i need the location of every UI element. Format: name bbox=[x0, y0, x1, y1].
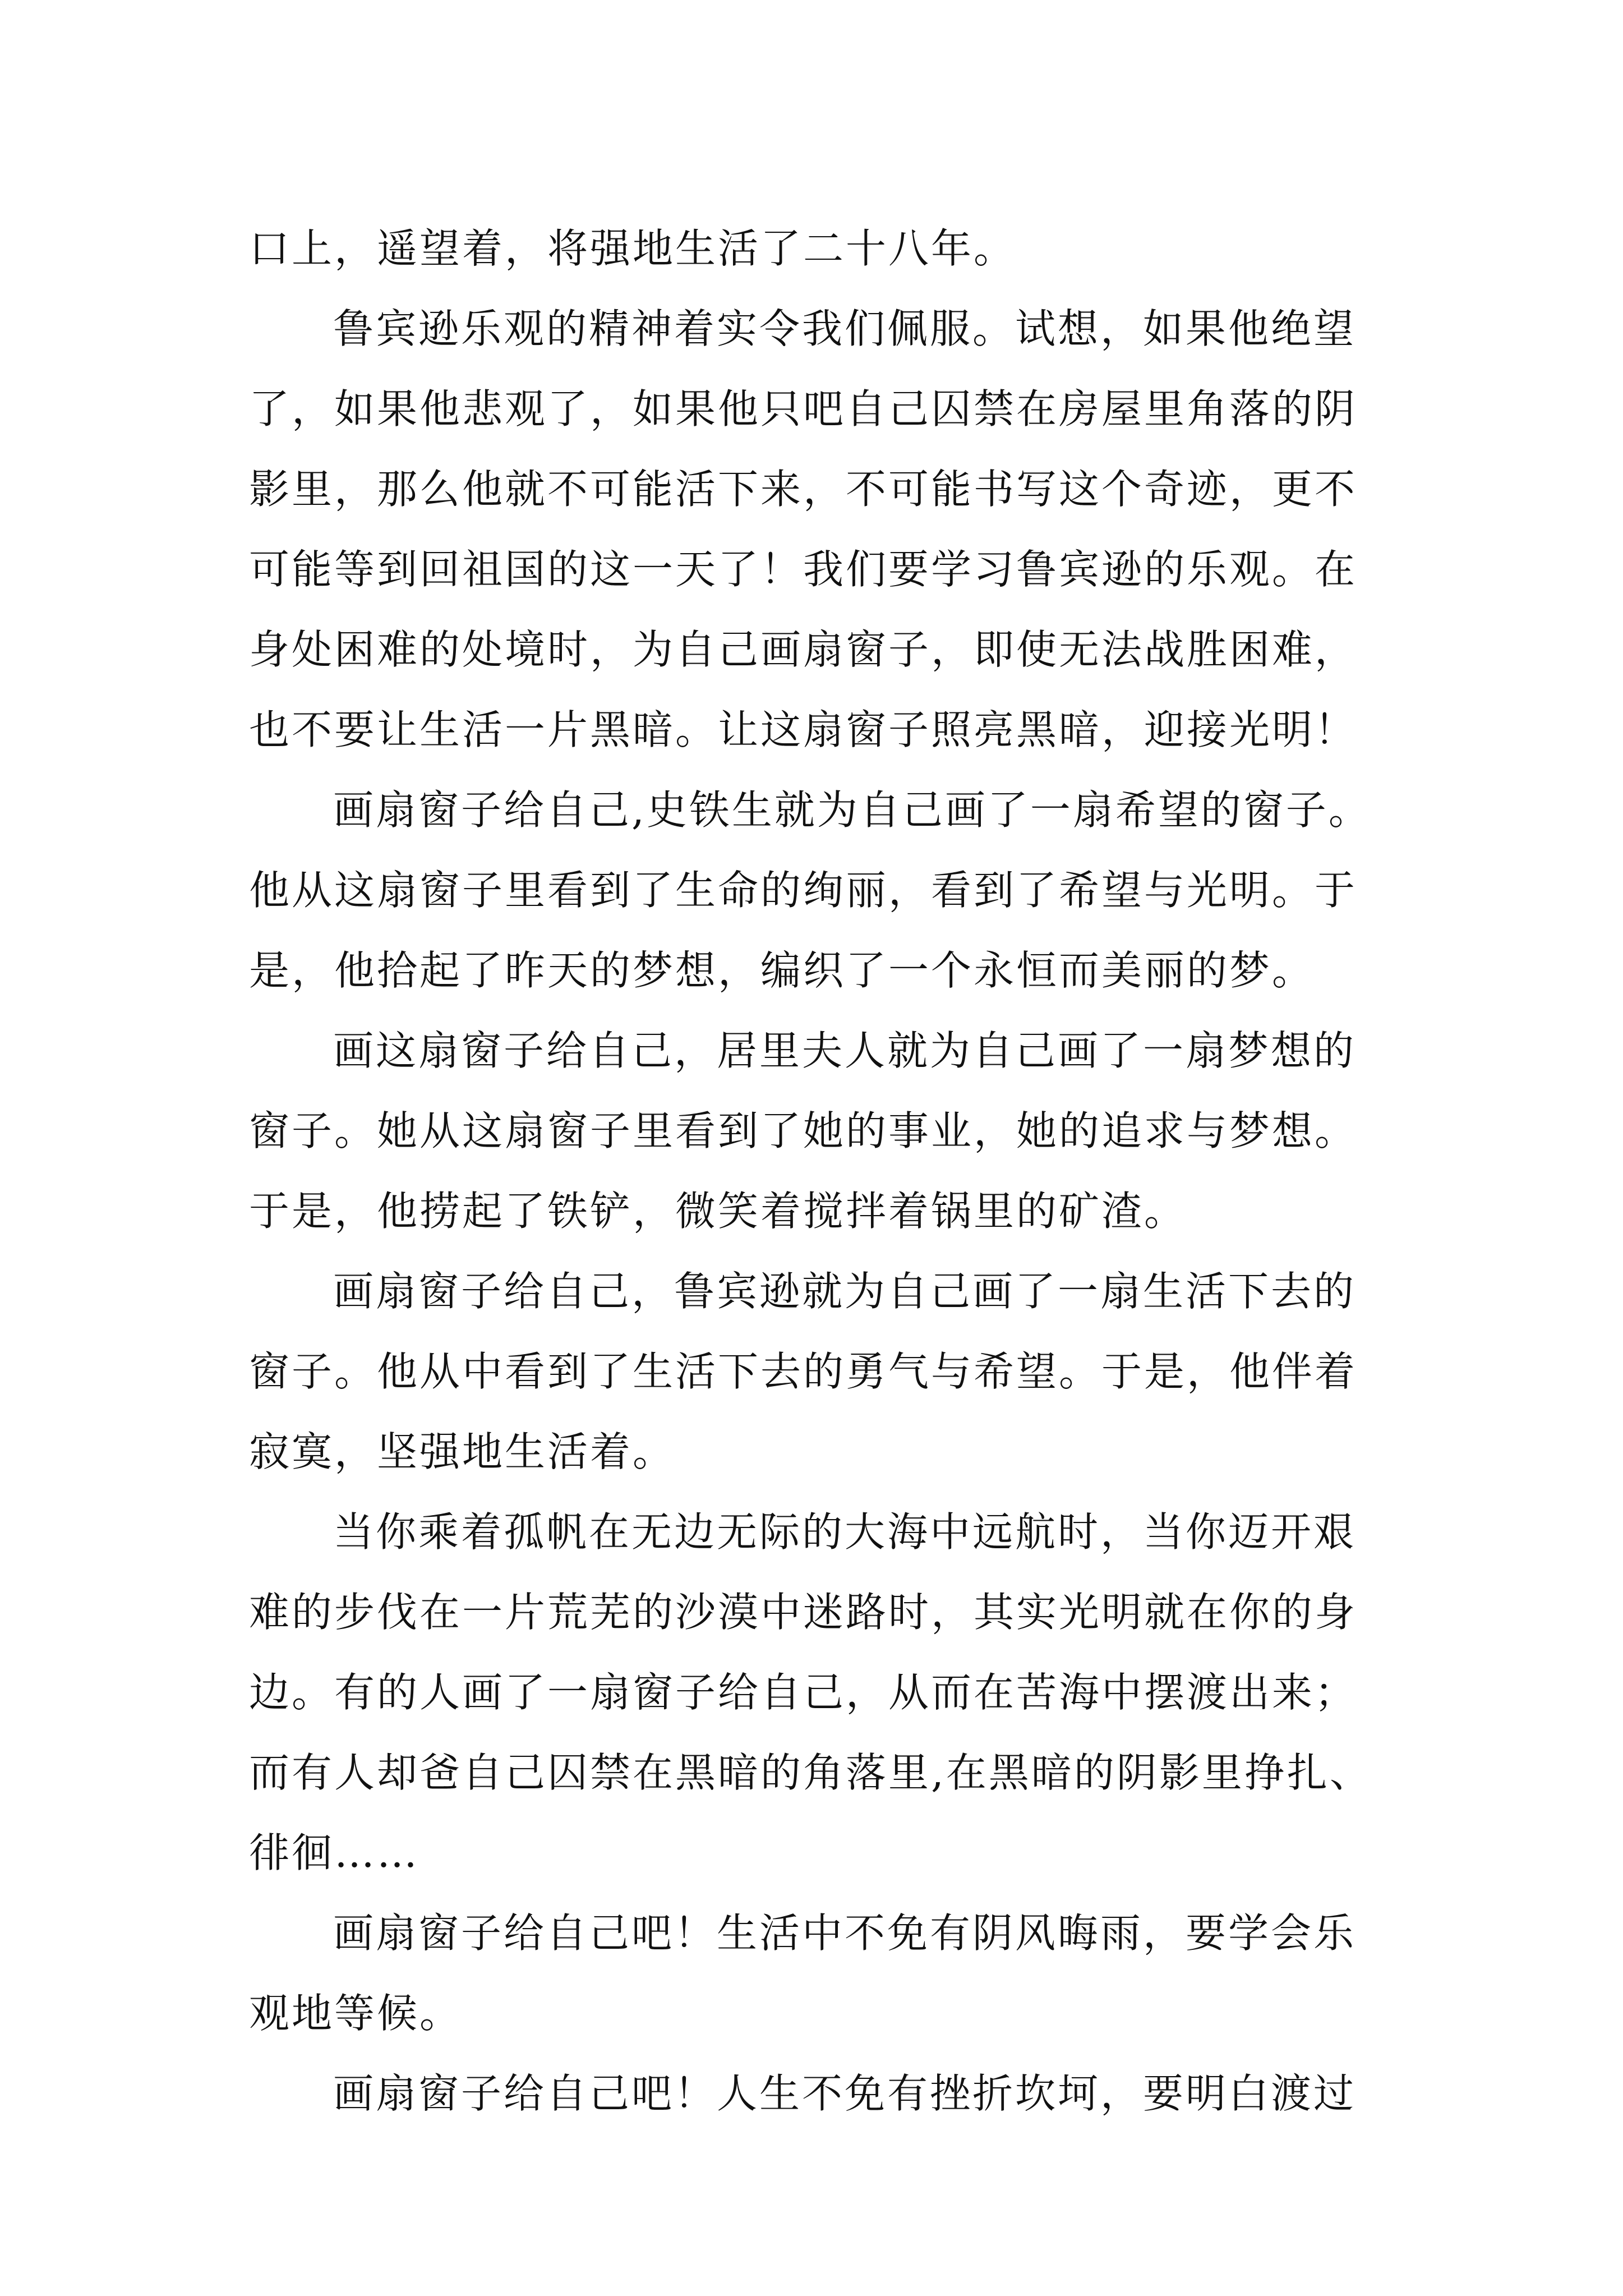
text-line: 他从这扇窗子里看到了生命的绚丽，看到了希望与光明。于 bbox=[249, 867, 1358, 914]
paragraph-first-line: 画扇窗子给自己吧！人生不免有挫折坎坷，要明白渡过 bbox=[333, 2070, 1357, 2117]
paragraph-first-line: 鲁宾逊乐观的精神着实令我们佩服。试想，如果他绝望 bbox=[333, 305, 1357, 352]
text-line: 了，如果他悲观了，如果他只吧自己囚禁在房屋里角落的阴 bbox=[249, 385, 1358, 432]
paragraph-first-line: 当你乘着孤帆在无边无际的大海中远航时，当你迈开艰 bbox=[333, 1508, 1357, 1556]
text-line: 而有人却爸自己囚禁在黑暗的角落里,在黑暗的阴影里挣扎、 bbox=[249, 1749, 1372, 1796]
text-line: 窗子。她从这扇窗子里看到了她的事业，她的追求与梦想。 bbox=[249, 1107, 1358, 1154]
text-line: 难的步伐在一片荒芜的沙漠中迷路时，其实光明就在你的身 bbox=[249, 1589, 1358, 1636]
essay-body bbox=[249, 209, 1393, 2134]
text-line: 口上，遥望着，将强地生活了二十八年。 bbox=[249, 225, 1017, 272]
text-line: 也不要让生活一片黑暗。让这扇窗子照亮黑暗，迎接光明！ bbox=[249, 706, 1358, 753]
text-line: 于是，他捞起了铁铲，微笑着搅拌着锅里的矿渣。 bbox=[249, 1188, 1187, 1235]
text-line: 边。有的人画了一扇窗子给自己，从而在苦海中摆渡出来； bbox=[249, 1669, 1358, 1716]
text-line: 可能等到回祖国的这一天了！我们要学习鲁宾逊的乐观。在 bbox=[249, 546, 1358, 593]
text-line: 寂寞，坚强地生活着。 bbox=[249, 1428, 676, 1475]
text-line: 身处困难的处境时，为自己画扇窗子，即使无法战胜困难， bbox=[249, 626, 1358, 673]
text-line: 窗子。他从中看到了生活下去的勇气与希望。于是，他伴着 bbox=[249, 1348, 1358, 1395]
paragraph-first-line: 画扇窗子给自己吧！生活中不免有阴风晦雨，要学会乐 bbox=[333, 1910, 1357, 1957]
paragraph-first-line: 画这扇窗子给自己，居里夫人就为自己画了一扇梦想的 bbox=[333, 1027, 1357, 1074]
text-line: 是，他拾起了昨天的梦想，编织了一个永恒而美丽的梦。 bbox=[249, 947, 1315, 994]
paragraph-first-line: 画扇窗子给自己，鲁宾逊就为自己画了一扇生活下去的 bbox=[333, 1268, 1357, 1315]
paragraph-first-line: 画扇窗子给自己,史铁生就为自己画了一扇希望的窗子。 bbox=[333, 786, 1371, 834]
text-line: 徘徊…… bbox=[249, 1829, 420, 1876]
text-line: 影里，那么他就不可能活下来，不可能书写这个奇迹，更不 bbox=[249, 466, 1358, 513]
text-line: 观地等候。 bbox=[249, 1990, 463, 2037]
